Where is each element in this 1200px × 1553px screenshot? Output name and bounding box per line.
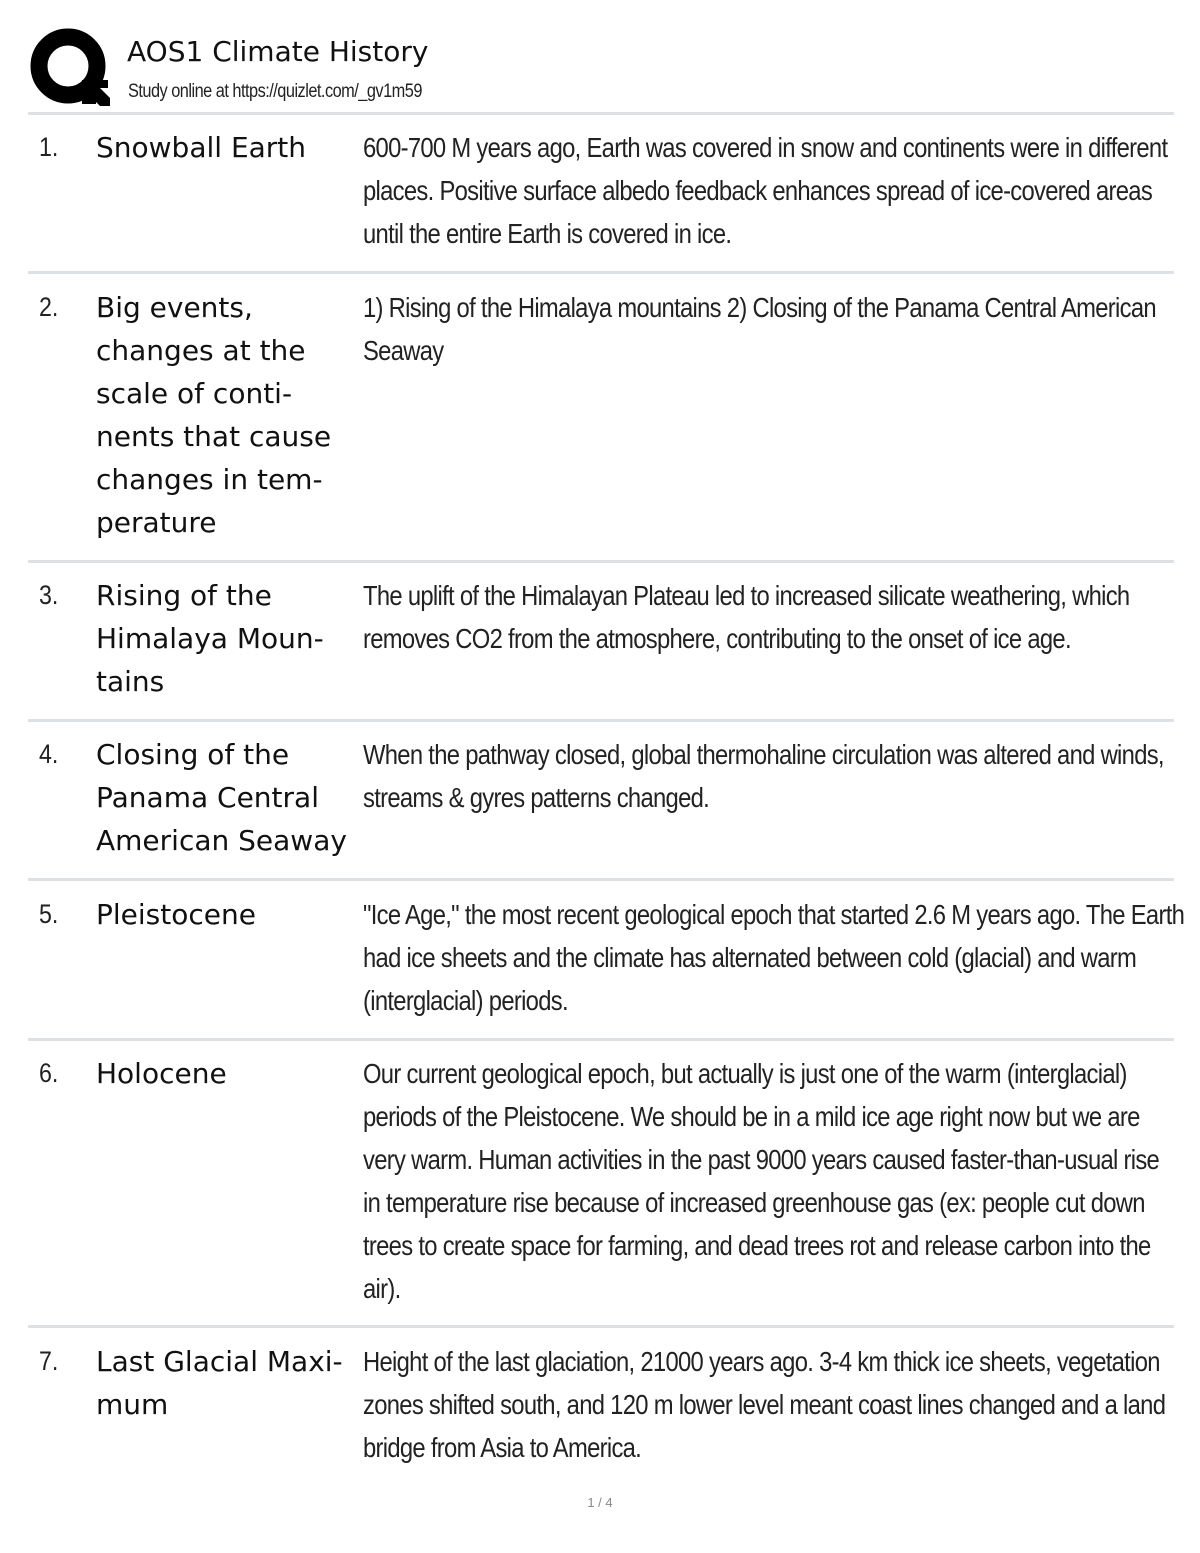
card-term: [96, 733, 358, 862]
definition-line: Our current geological epoch, but actually is just one of the warm (interglacial): [363, 1058, 1127, 1089]
card-definition: [363, 1340, 1166, 1469]
card-definition: [363, 1052, 1159, 1310]
term-line: Closing of the: [96, 738, 290, 771]
card-definition: [363, 574, 1159, 660]
quizlet-logo-icon: [30, 28, 110, 108]
term-line: Himalaya Moun-: [96, 622, 324, 655]
definition-line: had ice sheets and the climate has alternated between cold (glacial) and warm: [363, 942, 1137, 973]
definition-line: zones shifted south, and 120 m lower level meant coast lines changed and a land: [363, 1389, 1166, 1420]
definition-line: in temperature rise because of increased greenhouse gas (ex: people cut down: [363, 1187, 1145, 1218]
study-online-link[interactable]: Study online at https://quizlet.com/_gv1m59: [128, 81, 422, 102]
term-line: Panama Central: [96, 781, 319, 814]
definition-line: bridge from Asia to America.: [363, 1432, 642, 1463]
term-line: nents that cause: [96, 420, 332, 453]
term-line: Big events,: [96, 291, 253, 324]
definition-line: streams & gyres patterns changed.: [363, 782, 710, 813]
term-line: mum: [96, 1388, 169, 1421]
card-term: [96, 574, 358, 703]
header-divider: [28, 112, 1174, 115]
term-line: perature: [96, 506, 217, 539]
card-term: [96, 893, 358, 936]
definition-line: air).: [363, 1273, 401, 1304]
definition-line: The uplift of the Himalayan Plateau led to increased silicate weathering, which: [363, 580, 1130, 611]
card-term: [96, 126, 358, 169]
card-divider: [28, 271, 1174, 274]
card-number: 4.: [39, 739, 59, 769]
card-divider: [28, 878, 1174, 881]
term-line: Holocene: [96, 1057, 227, 1090]
card-number: 3.: [39, 580, 59, 610]
card-number: 7.: [39, 1346, 59, 1376]
card-divider: [28, 1325, 1174, 1328]
definition-line: Height of the last glaciation, 21000 years ago. 3-4 km thick ice sheets, vegetation: [363, 1346, 1160, 1377]
page-indicator: 1 / 4: [587, 1495, 613, 1510]
card-definition: [363, 126, 1168, 255]
definition-line: When the pathway closed, global thermohaline circulation was altered and winds,: [363, 739, 1164, 770]
card-number: 6.: [39, 1058, 59, 1088]
definition-line: 600-700 M years ago, Earth was covered in snow and continents were in different: [363, 132, 1168, 163]
term-line: tains: [96, 665, 165, 698]
card-divider: [28, 560, 1174, 563]
card-definition: [363, 286, 1159, 372]
term-line: changes in tem-: [96, 463, 323, 496]
definition-line: Seaway: [363, 335, 444, 366]
definition-line: until the entire Earth is covered in ice.: [363, 218, 732, 249]
term-line: scale of conti-: [96, 377, 293, 410]
term-line: Pleistocene: [96, 898, 256, 931]
definition-line: 1) Rising of the Himalaya mountains 2) Closing of the Panama Central American: [363, 292, 1156, 323]
document-title: AOS1 Climate History: [127, 35, 429, 68]
definition-line: (interglacial) periods.: [363, 985, 568, 1016]
card-divider: [28, 719, 1174, 722]
card-number: 1.: [39, 132, 59, 162]
card-number: 2.: [39, 292, 59, 322]
definition-line: trees to create space for farming, and dead trees rot and release carbon into the: [363, 1230, 1151, 1261]
card-number: 5.: [39, 899, 59, 929]
term-line: Last Glacial Maxi-: [96, 1345, 343, 1378]
card-term: [96, 1052, 358, 1095]
card-divider: [28, 1038, 1174, 1041]
document-header: [30, 28, 1175, 110]
definition-line: periods of the Pleistocene. We should be in a mild ice age right now but we are: [363, 1101, 1140, 1132]
term-line: Rising of the: [96, 579, 272, 612]
term-line: changes at the: [96, 334, 306, 367]
card-definition: [363, 733, 1164, 819]
definition-line: places. Positive surface albedo feedback enhances spread of ice-covered areas: [363, 175, 1153, 206]
definition-line: removes CO2 from the atmosphere, contributing to the onset of ice age.: [363, 623, 1071, 654]
card-term: [96, 1340, 358, 1426]
card-term: [96, 286, 358, 544]
definition-line: very warm. Human activities in the past 9000 years caused faster-than-usual rise: [363, 1144, 1160, 1175]
term-line: Snowball Earth: [96, 131, 307, 164]
term-line: American Seaway: [96, 824, 347, 857]
definition-line: "Ice Age," the most recent geological epoch that started 2.6 M years ago. The Earth: [363, 899, 1185, 930]
card-definition: [363, 893, 1185, 1022]
